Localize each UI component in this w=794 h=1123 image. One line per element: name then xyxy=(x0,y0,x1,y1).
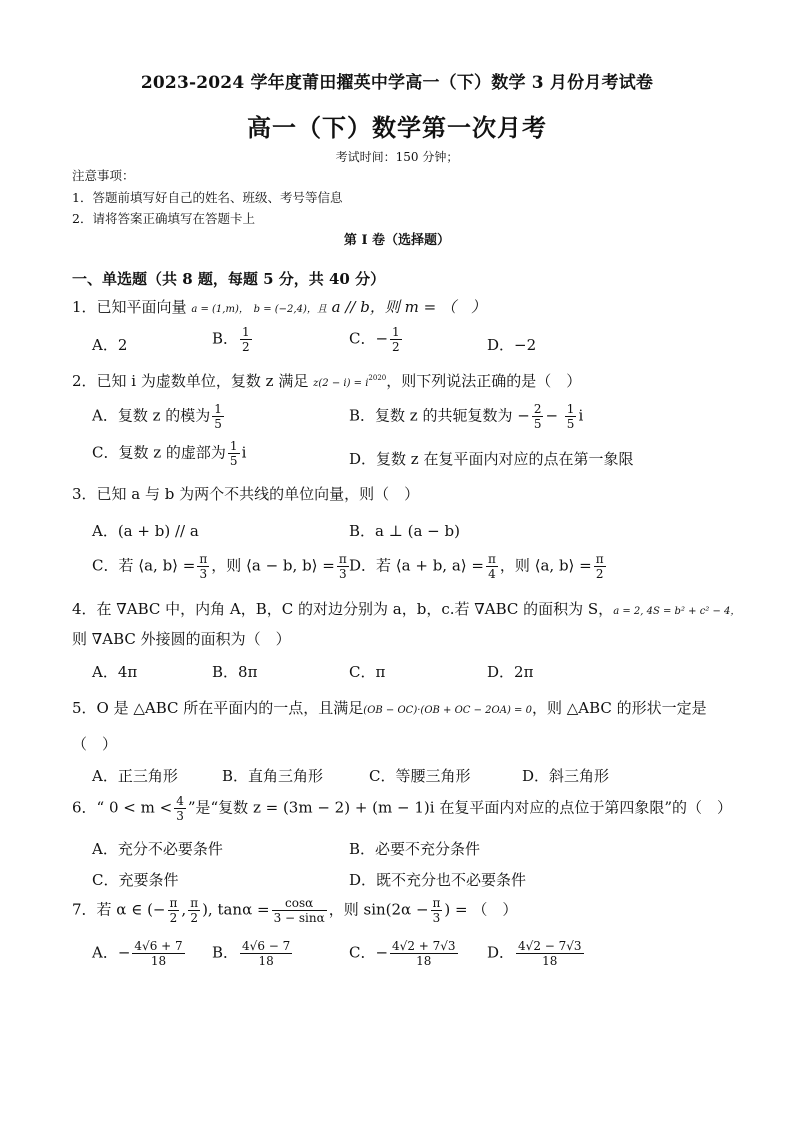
q7-option-c[interactable]: C．− $\frac{4√2 + 7√3}{18}$ xyxy=(349,939,456,968)
q3-option-a[interactable]: A．(a + b) // a xyxy=(92,522,199,540)
q4-option-b[interactable]: B．8π xyxy=(212,663,258,681)
question-5: 5．O 是 △ABC 所在平面内的一点，且满足(OB − OC)·(OB + OC − 2OA) = 0，则 △ABC 的形状一定是 xyxy=(72,699,707,717)
q7-option-a[interactable]: A．− $\frac{4√6 + 7}{18}$ xyxy=(92,939,183,968)
exam-subtitle: 高一（下）数学第一次月考 xyxy=(247,113,547,142)
q5-option-c[interactable]: C．等腰三角形 xyxy=(369,767,471,785)
q2-option-c[interactable]: C．复数 z 的虚部为 $\frac{1}{5}$ i xyxy=(92,439,247,468)
q2-option-a[interactable]: A．复数 z 的模为 $\frac{1}{5}$ xyxy=(92,402,222,431)
section-title: 第 I 卷（选择题） xyxy=(343,233,451,248)
note-item: 2．请将答案正确填写在答题卡上 xyxy=(72,211,255,226)
q4-option-c[interactable]: C．π xyxy=(349,663,386,681)
exam-title: 2023-2024 学年度莆田擢英中学高一（下）数学 3 月份月考试卷 xyxy=(140,73,654,93)
q6-option-a[interactable]: A．充分不必要条件 xyxy=(92,840,223,858)
q5-option-a[interactable]: A．正三角形 xyxy=(92,767,178,785)
q6-option-b[interactable]: B．必要不充分条件 xyxy=(349,840,481,858)
q6-option-d[interactable]: D．既不充分也不必要条件 xyxy=(349,871,527,889)
q5-option-b[interactable]: B．直角三角形 xyxy=(222,767,324,785)
question-5-line2: （ ） xyxy=(72,735,118,753)
exam-time: 考试时间：150 分钟； xyxy=(335,150,459,164)
part-heading: 一、单选题（共 8 题，每题 5 分，共 40 分） xyxy=(72,270,386,288)
q6-option-c[interactable]: C．充要条件 xyxy=(92,871,179,889)
q1-option-d[interactable]: D．−2 xyxy=(487,336,537,354)
q1-option-a[interactable]: A．2 xyxy=(92,336,128,354)
q2-option-b[interactable]: B．复数 z 的共轭复数为 − $\frac{2}{5}$ − $\frac{1}{5}$ i xyxy=(349,402,584,431)
q2-option-d[interactable]: D．复数 z 在复平面内对应的点在第一象限 xyxy=(349,450,634,468)
question-7: 7．若 α ∈ (− $\frac{\pi}{2}$ , $\frac{\pi}{2}$ ), tanα = $\frac{\cos\alpha}{3 - \sin\alpha}$ ，则 sin(2α − $\frac{\pi}{3}$ ) = （ ） xyxy=(72,896,518,925)
note-item: 1．答题前填写好自己的姓名、班级、考号等信息 xyxy=(72,190,343,205)
q7-option-d[interactable]: D． $\frac{4√2 - 7√3}{18}$ xyxy=(487,939,582,968)
question-4-line2: 则 ∇ABC 外接圆的面积为（ ） xyxy=(72,630,291,648)
q4-option-a[interactable]: A．4π xyxy=(92,663,138,681)
q3-option-b[interactable]: B．a ⊥ (a − b) xyxy=(349,522,460,540)
q5-option-d[interactable]: D．斜三角形 xyxy=(522,767,610,785)
q4-option-d[interactable]: D．2π xyxy=(487,663,534,681)
q3-option-c[interactable]: C．若 ⟨a, b⟩ = $\frac{\pi}{3}$ ，则 ⟨a − b, b⟩ = $\frac{\pi}{3}$ xyxy=(92,552,347,581)
q1-option-b[interactable]: B． $\frac{1}{2}$ xyxy=(212,325,250,354)
question-6: 6．“ 0 < m < $\frac{4}{3}$ ”是“复数 z = (3m − 2) + (m − 1)i 在复平面内对应的点位于第四象限”的（ ） xyxy=(72,794,732,823)
q7-option-b[interactable]: B． $\frac{4√6 - 7}{18}$ xyxy=(212,939,291,968)
q1-stem: 1．已知平面向量 xyxy=(72,298,187,316)
notes-heading: 注意事项： xyxy=(72,168,135,183)
question-1: 1．已知平面向量 a = (1,m)， b = (−2,4)，且 a // b，则 m = （ ） xyxy=(72,298,486,316)
q1-option-c[interactable]: C．− $\frac{1}{2}$ xyxy=(349,325,400,354)
q3-option-d[interactable]: D．若 ⟨a + b, a⟩ = $\frac{\pi}{4}$ ，则 ⟨a, b⟩ = $\frac{\pi}{2}$ xyxy=(349,552,604,581)
question-4: 4．在 ∇ABC 中，内角 A，B，C 的对边分别为 a，b，c.若 ∇ABC 的面积为 S，a = 2, 4S = b² + c² − 4， xyxy=(72,600,741,618)
question-3: 3．已知 a 与 b 为两个不共线的单位向量，则（ ） xyxy=(72,485,420,503)
question-2: 2．已知 i 为虚数单位，复数 z 满足 $z(2 - i) = i^{2020}$，则下列说法正确的是（ ） xyxy=(72,372,582,390)
